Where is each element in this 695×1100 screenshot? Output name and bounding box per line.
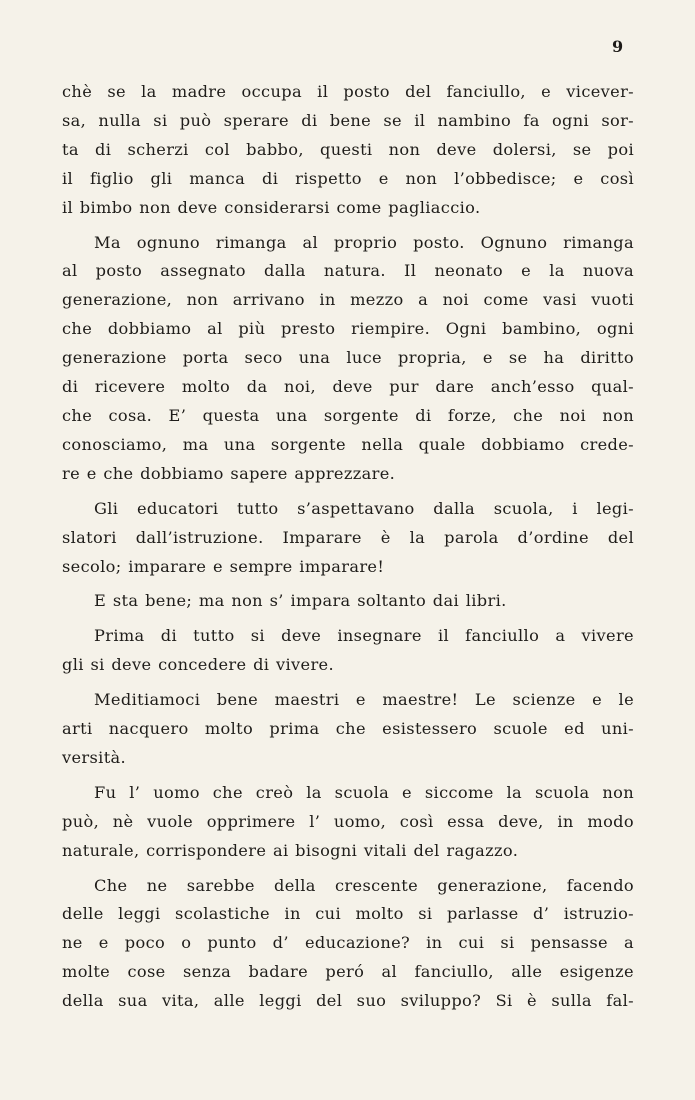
- text-line: Ma ognuno rimanga al proprio posto. Ognuno rimanga: [94, 232, 634, 252]
- paragraph-1: [62, 78, 634, 223]
- text-line: gli si deve concedere di vivere.: [62, 655, 334, 675]
- text-line: che cosa. E’ questa una sorgente di forze, che noi non: [62, 405, 634, 425]
- body-text: [62, 78, 634, 1016]
- text-line: re e che dobbiamo sapere apprezzare.: [62, 463, 396, 483]
- text-line: E sta bene; ma non s’ impara soltanto dai libri.: [94, 591, 507, 611]
- text-line: della sua vita, alle leggi del suo sviluppo? Si è sulla fal-: [62, 991, 634, 1011]
- text-line: Gli educatori tutto s’aspettavano dalla scuola, i legi-: [94, 498, 634, 518]
- text-line: Fu l’ uomo che creò la scuola e siccome la scuola non: [94, 782, 634, 802]
- text-line: versità.: [62, 747, 127, 767]
- text-line: il figlio gli manca di rispetto e non l’obbedisce; e così: [62, 168, 634, 188]
- text-line: Meditiamoci bene maestri e maestre! Le scienze e le: [94, 690, 634, 710]
- text-line: di ricevere molto da noi, deve pur dare anch’esso qual-: [62, 377, 634, 397]
- paragraph-5: [62, 622, 634, 680]
- text-line: che dobbiamo al più presto riempire. Ogni bambino, ogni: [62, 319, 634, 339]
- text-line: molte cose senza badare peró al fanciullo, alle esigenze: [62, 962, 634, 982]
- text-line: Che ne sarebbe della crescente generazione, facendo: [94, 875, 634, 895]
- paragraph-2: [62, 229, 634, 489]
- paragraph-8: [62, 872, 634, 1017]
- text-line: secolo; imparare e sempre imparare!: [62, 556, 385, 576]
- text-line: al posto assegnato dalla natura. Il neonato e la nuova: [62, 261, 634, 281]
- paragraph-4: [62, 587, 634, 616]
- page-number: 9: [612, 37, 624, 56]
- text-line: generazione porta seco una luce propria, e se ha diritto: [62, 348, 634, 368]
- text-line: può, nè vuole opprimere l’ uomo, così essa deve, in modo: [62, 811, 634, 831]
- text-line: arti nacquero molto prima che esistessero scuole ed uni-: [62, 719, 634, 739]
- paragraph-3: [62, 495, 634, 582]
- text-line: sa, nulla si può sperare di bene se il nambino fa ogni sor-: [62, 110, 634, 130]
- text-line: generazione, non arrivano in mezzo a noi come vasi vuoti: [62, 290, 634, 310]
- paragraph-6: [62, 686, 634, 773]
- text-line: slatori dall’istruzione. Imparare è la parola d’ordine del: [62, 527, 634, 547]
- text-line: il bimbo non deve considerarsi come pagliaccio.: [62, 197, 481, 217]
- text-line: ta di scherzi col babbo, questi non deve dolersi, se poi: [62, 139, 634, 159]
- text-line: naturale, corrispondere ai bisogni vitali del ragazzo.: [62, 840, 519, 860]
- paragraph-7: [62, 779, 634, 866]
- text-line: chè se la madre occupa il posto del fanciullo, e vicever-: [62, 82, 634, 101]
- text-line: ne e poco o punto d’ educazione? in cui si pensasse a: [62, 933, 634, 953]
- text-line: delle leggi scolastiche in cui molto si parlasse d’ istruzio-: [62, 904, 634, 924]
- text-line: Prima di tutto si deve insegnare il fanciullo a vivere: [94, 626, 634, 646]
- text-line: conosciamo, ma una sorgente nella quale dobbiamo crede-: [62, 434, 634, 454]
